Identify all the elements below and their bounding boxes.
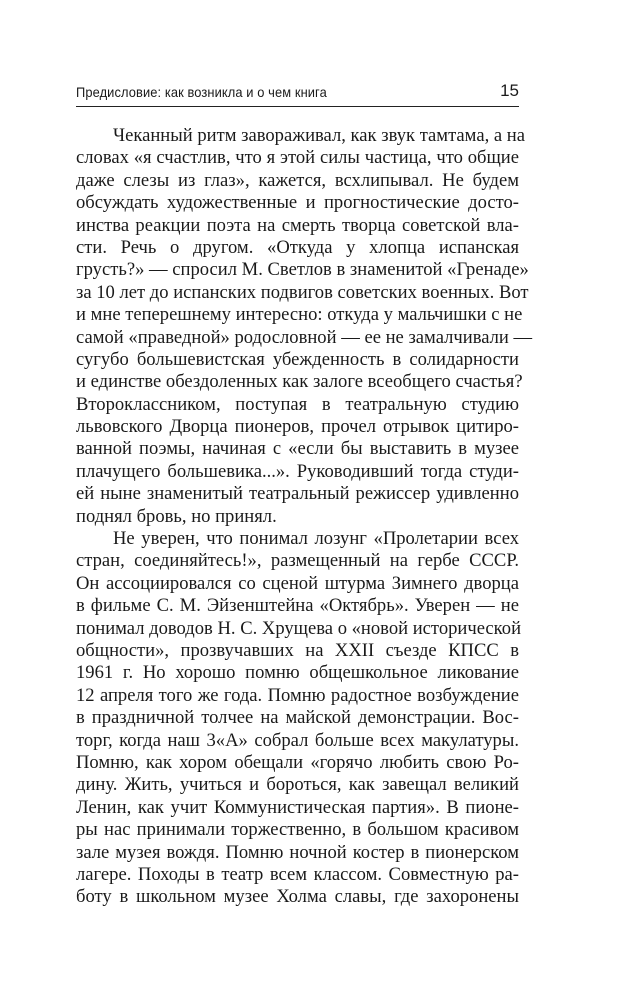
- text-line: 1961 г. Но хорошо помню общешкольное ликование: [76, 662, 519, 684]
- text-line: Не уверен, что понимал лозунг «Пролетарии всех: [113, 528, 519, 550]
- text-line: 12 апреля того же года. Помню радостное возбуждение: [76, 684, 519, 706]
- text-line: за 10 лет до испанских подвигов советских военных. Вот: [76, 281, 529, 303]
- text-line: и мне теперешнему интересно: откуда у мальчишки с не: [76, 304, 523, 326]
- chapter-title: Предисловие: как возникла и о чем книга: [76, 84, 327, 100]
- text-line: Ленин, как учит Коммунистическая партия». В пионе-: [76, 796, 519, 818]
- text-line: грусть?» — спросил М. Светлов в знаменитой «Гренаде»: [76, 259, 529, 281]
- text-line: плачущего большевика...». Руководивший тогда студи-: [76, 460, 519, 482]
- page-number: 15: [500, 81, 519, 100]
- text-line: общности», прозвучавших на XXII съезде КПСС в: [76, 639, 519, 661]
- text-line: ей ныне знаменитый театральный режиссер удивленно: [76, 483, 519, 505]
- text-line: зале музея вождя. Помню ночной костер в пионерском: [76, 841, 519, 863]
- text-line: в праздничной толчее на майской демонстрации. Вос-: [76, 707, 519, 729]
- text-line: Второклассником, поступая в театральную студию: [76, 393, 519, 415]
- text-line: ры нас принимали торжественно, в большом красивом: [76, 819, 519, 841]
- text-line: лагере. Походы в театр всем классом. Совместную ра-: [76, 863, 519, 885]
- text-line: дину. Жить, учиться и бороться, как завещал великий: [76, 774, 519, 796]
- text-line: львовского Дворца пионеров, прочел отрывок цитиро-: [76, 416, 519, 438]
- text-line: Он ассоциировался со сценой штурма Зимнего дворца: [76, 572, 519, 594]
- text-line: поднял бровь, но принял.: [76, 505, 277, 527]
- text-line: торг, когда наш 3«А» собрал больше всех макулатуры.: [76, 729, 519, 751]
- text-line: словах «я счастлив, что я этой силы частица, что общие: [76, 147, 519, 169]
- text-line: и единстве обездоленных как залоге всеобщего счастья?: [76, 371, 523, 393]
- text-line: сти. Речь о другом. «Откуда у хлопца испанская: [76, 236, 519, 258]
- text-line: Помню, как хором обещали «горячо любить свою Ро-: [76, 751, 519, 773]
- text-line: сугубо большевистская убежденность в солидарности: [76, 348, 519, 370]
- text-line: боту в школьном музее Холма славы, где захоронены: [76, 886, 519, 908]
- text-line: стран, соединяйтесь!», размещенный на гербе СССР.: [76, 550, 519, 572]
- text-line: ванной поэмы, начиная с «если бы выставить в музее: [76, 438, 519, 460]
- text-line: самой «праведной» родословной — ее не замалчивали —: [76, 326, 533, 348]
- running-header: [76, 81, 519, 107]
- text-line: Чеканный ритм завораживал, как звук тамтама, а на: [113, 125, 525, 146]
- text-line: даже слезы из глаз», кажется, всхлипывал. Не будем: [76, 169, 519, 191]
- text-line: инства реакции поэта на смерть творца советской вла-: [76, 214, 519, 236]
- text-line: понимал доводов Н. С. Хрущева о «новой исторической: [76, 617, 522, 639]
- text-line: в фильме С. М. Эйзенштейна «Октябрь». Уверен — не: [76, 595, 519, 617]
- text-line: обсуждать художественные и прогностические досто-: [76, 192, 519, 214]
- page-body: [76, 125, 533, 909]
